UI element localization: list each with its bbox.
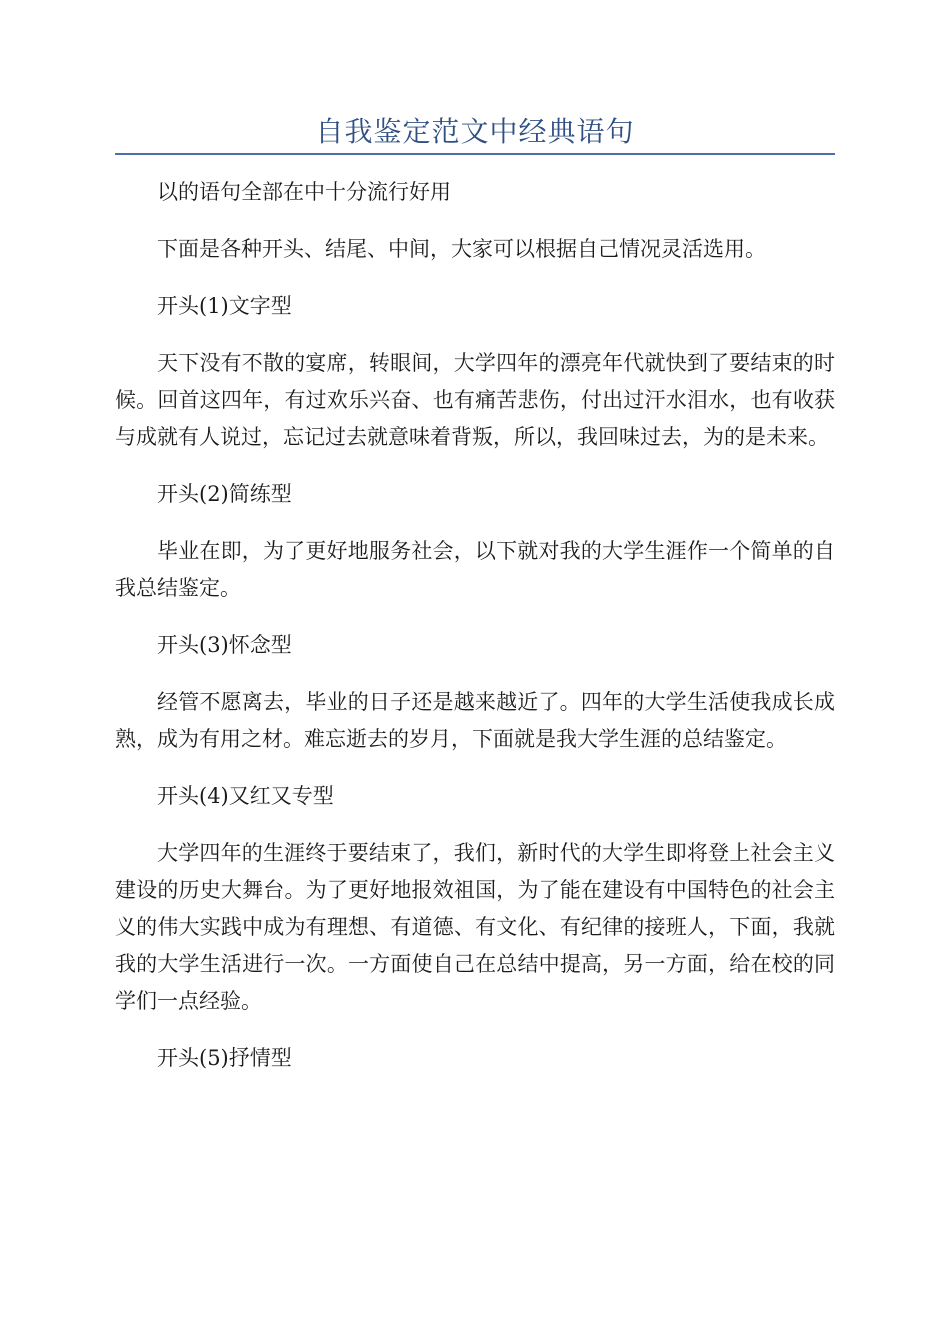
section-body-1: 天下没有不散的宴席，转眼间，大学四年的漂亮年代就快到了要结束的时候。回首这四年，有过欢乐兴奋、也有痛苦悲伤，付出过汗水泪水，也有收获与成就有人说过，忘记过去就意味着背叛，所以，我回味过去，为的是未来。 <box>115 351 835 449</box>
document-title: 自我鉴定范文中经典语句 <box>315 115 635 148</box>
usage-note-paragraph: 下面是各种开头、结尾、中间，大家可以根据自己情况灵活选用。 <box>157 237 766 261</box>
section-body-2: 毕业在即，为了更好地服务社会，以下就对我的大学生涯作一个简单的自我总结鉴定。 <box>115 539 835 600</box>
section-heading-3: 开头(3)怀念型 <box>157 633 292 657</box>
section-heading-1: 开头(1)文字型 <box>157 294 292 318</box>
section-body-3: 经管不愿离去，毕业的日子还是越来越近了。四年的大学生活使我成长成熟，成为有用之材。难忘逝去的岁月，下面就是我大学生涯的总结鉴定。 <box>115 690 835 751</box>
section-heading-2: 开头(2)简练型 <box>157 482 292 506</box>
section-body-4: 大学四年的生涯终于要结束了，我们，新时代的大学生即将登上社会主义建设的历史大舞台。为了更好地报效祖国，为了能在建设有中国特色的社会主义的伟大实践中成为有理想、有道德、有文化、有纪律的接班人，下面，我就我的大学生活进行一次。一方面使自己在总结中提高，另一方面，给在校的同学们一点经验。 <box>115 841 835 1013</box>
title-underline <box>115 153 835 155</box>
intro-paragraph: 以的语句全部在中十分流行好用 <box>157 180 451 204</box>
document-body <box>115 174 835 1097</box>
section-heading-5: 开头(5)抒情型 <box>157 1046 292 1070</box>
section-heading-4: 开头(4)又红又专型 <box>157 784 334 808</box>
